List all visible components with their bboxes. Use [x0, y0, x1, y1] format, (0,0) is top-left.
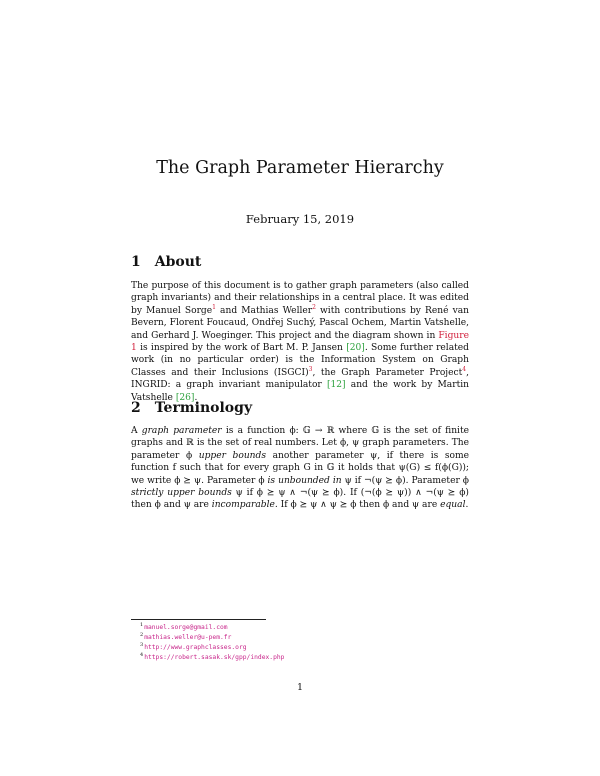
text-span: , the Graph Parameter Project [312, 367, 463, 378]
footnote-number: 3 [140, 641, 144, 648]
section-number: 2 [131, 400, 141, 416]
term-upper-bounds: upper bounds [198, 450, 267, 461]
term-strictly-upper-bounds: strictly upper bounds [131, 488, 232, 499]
text-span: is a function ϕ: 𝔾 → ℝ where 𝔾 is the set of finite graphs and ℝ is the set of real numbers. Let ϕ, ψ graph parameters. The parameter ϕ [131, 426, 469, 461]
footnote-item [140, 643, 284, 653]
document-date: February 15, 2019 [245, 212, 355, 226]
document-title: The Graph Parameter Hierarchy [156, 158, 444, 178]
text-span: . If ϕ ⪰ ψ ∧ ψ ⪰ ϕ then ϕ and ψ are [274, 500, 441, 511]
footnote-item [140, 633, 284, 643]
text-span: , INGRID: a graph invariant manipulator [131, 367, 469, 391]
footnote-divider [131, 619, 266, 620]
term-unbounded: is unbounded in [267, 475, 342, 486]
text-span: and the work by Martin Vatshelle [131, 380, 469, 403]
term-equal: equal [440, 500, 466, 511]
text-span: The purpose of this document is to gather graph parameters (also called graph invariants) and their relationships in a central place. It was edited by Manuel Sorge [131, 281, 469, 316]
footnote-url-link[interactable]: https://robert.sasak.sk/gpp/index.php [144, 654, 285, 661]
footnote-item [140, 653, 284, 663]
term-incomparable: incomparable [211, 500, 275, 511]
about-paragraph [131, 280, 469, 404]
citation-vatshelle[interactable]: [26] [175, 392, 195, 403]
text-span: . [465, 500, 469, 511]
section-heading-terminology [131, 400, 252, 416]
text-span: another parameter ψ, if there is some function f such that for every graph G in 𝔾 it holds that ψ(G) ≤ f(ϕ(G)); we write ϕ ⪰ ψ. Parameter ϕ [131, 450, 469, 486]
footnote-number: 1 [140, 621, 144, 628]
section-number: 1 [131, 254, 141, 270]
figure-1-link[interactable]: Figure 1 [131, 330, 469, 354]
footnotes [140, 623, 284, 663]
section-title: Terminology [154, 400, 253, 416]
footnote-number: 2 [140, 631, 144, 638]
section-title: About [154, 254, 202, 270]
text-span: ψ if ϕ ⪰ ψ ∧ ¬(ψ ⪰ ϕ). If (¬(ϕ ⪰ ψ)) ∧ ¬(ψ ⪰ ϕ) then ϕ and ψ are [131, 488, 469, 511]
footnote-number: 4 [140, 651, 144, 658]
text-span: . Some further related work (in no particular order) is the Information System on Graph Classes and their Inclusions (ISGCI) [131, 343, 469, 378]
footnote-ref-3[interactable]: 3 [308, 365, 313, 373]
text-span: with contributions by René van Bevern, Florent Foucaud, Ondřej Suchý, Pascal Ochem, Martin Vatshelle, and Gerhard J. Woeginger. This project and the diagram shown in [131, 305, 470, 341]
citation-jansen[interactable]: [20] [346, 343, 365, 354]
footnote-item [140, 623, 284, 633]
footnote-ref-2[interactable]: 2 [312, 303, 316, 311]
text-span: and Mathias Weller [215, 305, 313, 316]
text-span: A [131, 426, 142, 436]
text-span: . [194, 392, 198, 403]
section-heading-about [131, 254, 201, 270]
text-span: is inspired by the work of Bart M. P. Jansen [136, 343, 347, 354]
terminology-paragraph [131, 425, 469, 512]
footnote-email-link[interactable]: mathias.weller@u-pem.fr [144, 634, 232, 641]
text-span: ψ if ¬(ψ ⪰ ϕ). Parameter ϕ [341, 475, 469, 486]
term-graph-parameter: graph parameter [141, 426, 222, 436]
footnote-email-link[interactable]: manuel.sorge@gmail.com [144, 624, 228, 631]
citation-ingrid[interactable]: [12] [326, 380, 346, 391]
footnote-url-link[interactable]: http://www.graphclasses.org [144, 644, 247, 651]
footnote-ref-4[interactable]: 4 [462, 365, 467, 373]
page-number: 1 [296, 682, 304, 693]
footnote-ref-1[interactable]: 1 [212, 303, 216, 311]
